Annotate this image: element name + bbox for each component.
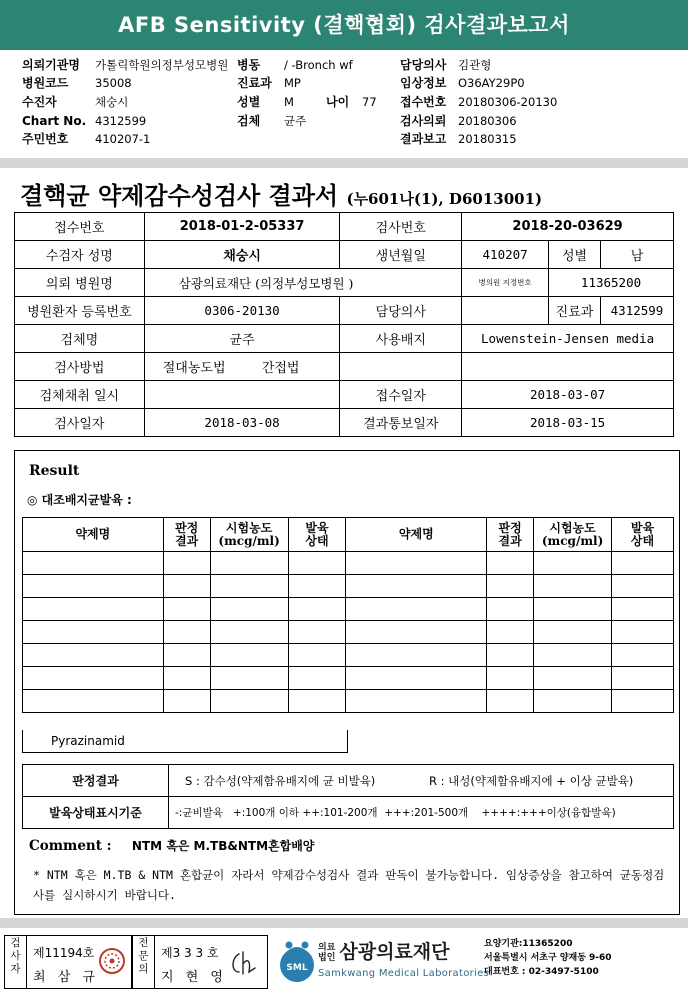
legend-row [23, 765, 674, 797]
receipt-value: 20180306-20130 [458, 95, 558, 109]
separator-band [0, 158, 688, 168]
method-value [144, 353, 340, 381]
comment-label: Comment : [29, 838, 112, 854]
tester-signature [4, 935, 132, 989]
hospital-name: 삼광의료재단 (의정부성모병원 ) [144, 269, 461, 297]
document-title [20, 176, 542, 211]
doctor-label: 담당의사 [400, 58, 447, 72]
seal-stamp [97, 946, 127, 976]
legend-table [22, 764, 674, 829]
col-concentration: 시험농도 (mcg/ml) [534, 518, 612, 552]
judge-legend-s: S : 감수성(약제함유배지에 균 비발육) [185, 773, 376, 788]
sml-logo-icon [276, 935, 318, 987]
report-title: AFB Sensitivity (결핵협회) 검사결과보고서 [118, 13, 570, 37]
test-no: 2018-20-03629 [462, 213, 674, 241]
medium-value: Lowenstein-Jensen media [462, 325, 674, 353]
meta-row-3 [0, 93, 688, 111]
result-section [14, 450, 680, 915]
info-row [15, 297, 674, 325]
doctor-value: 김관형 [458, 58, 492, 72]
info-row [15, 325, 674, 353]
info-row [15, 269, 674, 297]
sex-info-label: 성별 [549, 241, 601, 269]
table-row [23, 598, 674, 621]
info-row [15, 353, 674, 381]
pyrazinamid-row: Pyrazinamid [22, 730, 348, 753]
test-date: 2018-03-08 [144, 409, 340, 437]
dob-label: 생년월일 [340, 241, 462, 269]
document-code: (누601나(1), D6013001) [346, 190, 543, 208]
clinic-value: 4312599 [600, 297, 673, 325]
col-growth: 발육 상태 [612, 518, 674, 552]
empty-cell [340, 353, 462, 381]
phone-line: 대표번호 : 02-3497-5100 [484, 967, 599, 977]
table-row [23, 552, 674, 575]
result-title: Result [29, 463, 80, 479]
clinic-label: 진료과 [549, 297, 601, 325]
report-title-bar [0, 0, 688, 50]
judge-legend-value [169, 765, 674, 797]
drug-table [22, 517, 674, 713]
receipt-no: 2018-01-2-05337 [144, 213, 340, 241]
svg-text:SML: SML [286, 963, 308, 973]
ward-label: 병동 [237, 58, 261, 72]
registration-label: 병원환자 등록번호 [15, 297, 145, 325]
method-indirect: 간접법 [261, 361, 300, 376]
judge-legend-r: R : 내성(약제함유배지에 + 이상 균발육) [429, 773, 634, 788]
signature-scribble [227, 948, 261, 978]
meta-row-4 [0, 112, 688, 130]
comment-text: NTM 혹은 M.TB&NTM혼합배양 [131, 839, 315, 853]
specimen-value: 균주 [284, 114, 307, 128]
reviewer-label: 전문의 [133, 936, 155, 988]
collect-label: 검체채취 일시 [15, 381, 145, 409]
patient-name-label: 수검자 성명 [15, 241, 145, 269]
method-label: 검사방법 [15, 353, 145, 381]
meta-row-2 [0, 74, 688, 92]
test-date-label: 검사일자 [15, 409, 145, 437]
medium-label: 사용배지 [340, 325, 462, 353]
brand-name: 의료 법인 삼광의료재단 [318, 941, 450, 963]
notify-date: 2018-03-15 [462, 409, 674, 437]
receipt-label: 접수번호 [400, 95, 447, 109]
table-row [23, 644, 674, 667]
drug-table-header [23, 518, 674, 552]
brand-prefix: 의료 법인 [318, 942, 336, 963]
brand [318, 937, 489, 979]
meta-row-1 [0, 56, 688, 74]
collect-value [144, 381, 340, 409]
col-concentration: 시험농도 (mcg/ml) [210, 518, 288, 552]
specimen-name-label: 검체명 [15, 325, 145, 353]
reviewer-name: 지 현 영 [161, 970, 227, 985]
designated-label: 병의원 지정번호 [462, 269, 549, 297]
clinical-value: O36AY29P0 [458, 76, 525, 90]
rrn-value: 410207-1 [95, 132, 151, 146]
col-judge: 판정 결과 [163, 518, 210, 552]
report-value: 20180315 [458, 132, 517, 146]
tester-name: 최 삼 규 [33, 970, 99, 985]
col-drug: 약제명 [346, 518, 487, 552]
col-growth: 발육 상태 [288, 518, 346, 552]
institution-code: 요양기관:11365200 [484, 939, 573, 949]
table-row [23, 621, 674, 644]
patient-value: 채숭시 [95, 95, 129, 109]
patient-info-table [14, 212, 674, 437]
reviewer-signature [132, 935, 268, 989]
ward-value: / -Bronch wf [284, 58, 353, 72]
chart-label: Chart No. [22, 114, 87, 128]
reviewer-license: 제3 3 3 호 [161, 946, 219, 960]
clinical-label: 임상정보 [400, 76, 447, 90]
tester-license: 제11194호 [33, 946, 95, 960]
institution-value: 가톨릭학원의정부성모병원 [95, 58, 229, 72]
report-label: 결과보고 [400, 132, 447, 146]
patient-name: 채숭시 [144, 241, 340, 269]
dob: 410207 [462, 241, 549, 269]
hospital-code-label: 병원코드 [22, 76, 69, 90]
info-row [15, 213, 674, 241]
attending-doctor [462, 297, 549, 325]
specimen-name: 균주 [144, 325, 340, 353]
info-row [15, 241, 674, 269]
notify-label: 결과통보일자 [340, 409, 462, 437]
table-row [23, 690, 674, 713]
receive-date: 2018-03-07 [462, 381, 674, 409]
info-row [15, 381, 674, 409]
dept-label: 진료과 [237, 76, 272, 90]
address-line: 서울특별시 서초구 양재동 9-60 [484, 953, 612, 963]
judge-legend-label: 판정결과 [23, 765, 169, 797]
request-label: 검사의뢰 [400, 114, 447, 128]
control-growth-label: ◎ 대조배지균발육 : [27, 493, 132, 507]
institution-label: 의뢰기관명 [22, 58, 80, 72]
comment-note: * NTM 혹은 M.TB & NTM 혼합균이 자라서 약제감수성검사 결과 판독이 불가능합니다. 임상증상을 참고하여 균동정검사를 실시하시기 바랍니다. [33, 868, 665, 902]
test-no-label: 검사번호 [340, 213, 462, 241]
specimen-label: 검체 [237, 114, 261, 128]
table-row [23, 575, 674, 598]
col-drug: 약제명 [23, 518, 164, 552]
comment [29, 837, 314, 854]
hospital-code-value: 35008 [95, 76, 132, 90]
info-row [15, 409, 674, 437]
growth-legend-value: -:균비발육 +:100개 이하 ++:101-200개 +++:201-500개 ++++:+++이상(융합발육) [169, 797, 674, 829]
request-meta [0, 50, 688, 154]
designated-no: 11365200 [549, 269, 674, 297]
document-title-text: 결핵균 약제감수성검사 결과서 [20, 181, 339, 210]
legend-row [23, 797, 674, 829]
footer-band [0, 918, 688, 928]
sex-info: 남 [600, 241, 673, 269]
empty-cell [462, 353, 674, 381]
method-absolute: 절대농도법 [162, 361, 226, 376]
tester-label: 검사자 [5, 936, 27, 988]
receive-label: 접수일자 [340, 381, 462, 409]
rrn-label: 주민번호 [22, 132, 69, 146]
registration-no: 0306-20130 [144, 297, 340, 325]
brand-english: Samkwang Medical Laboratories [318, 968, 490, 979]
table-row [23, 667, 674, 690]
col-judge: 판정 결과 [487, 518, 534, 552]
attending-doctor-label: 담당의사 [340, 297, 462, 325]
chart-value: 4312599 [95, 114, 147, 128]
hospital-name-label: 의뢰 병원명 [15, 269, 145, 297]
request-value: 20180306 [458, 114, 517, 128]
dept-value: MP [284, 76, 301, 90]
age-value: 77 [362, 95, 377, 109]
sex-label: 성별 [237, 95, 261, 109]
receipt-no-label: 접수번호 [15, 213, 145, 241]
age-label: 나이 [326, 95, 350, 109]
brand-address [484, 937, 612, 979]
meta-row-5 [0, 130, 688, 148]
growth-legend-label: 발육상태표시기준 [23, 797, 169, 829]
patient-label: 수진자 [22, 95, 57, 109]
sex-value: M [284, 95, 294, 109]
